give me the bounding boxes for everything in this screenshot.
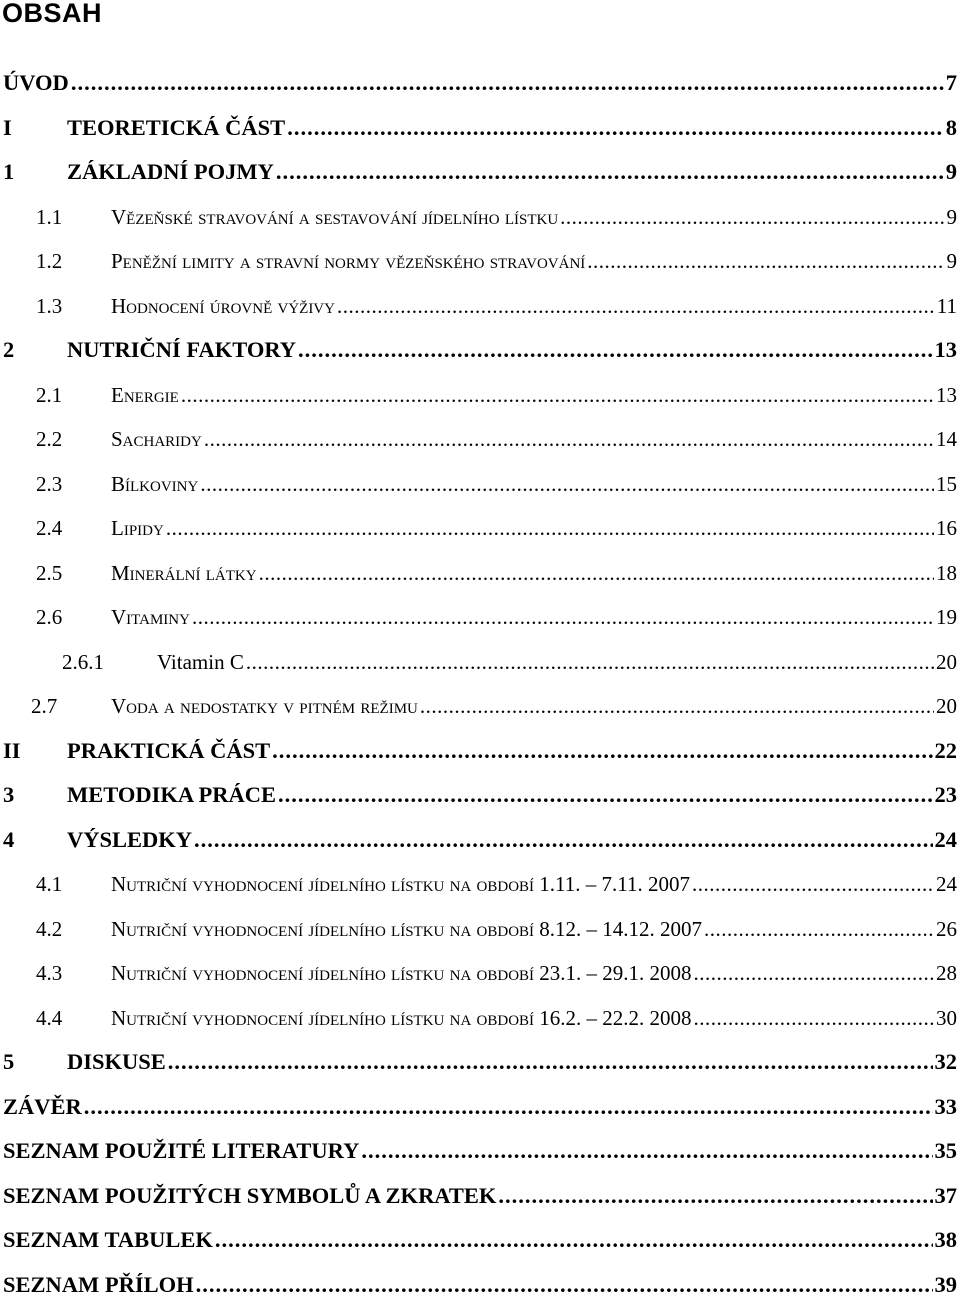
toc-leader-dots xyxy=(84,1092,933,1122)
toc-leader-dots xyxy=(498,1181,932,1211)
toc-entry-title: SEZNAM PŘÍLOH xyxy=(3,1271,194,1297)
toc-leader-dots xyxy=(694,958,934,988)
toc-leader-dots xyxy=(276,157,944,187)
toc-entry-number: 4 xyxy=(3,826,15,852)
toc-entry-title: Nutriční vyhodnocení jídelního lístku na období 1.11. – 7.11. 2007 xyxy=(111,872,690,896)
toc-leader-dots xyxy=(337,291,935,321)
toc-entry-page: 19 xyxy=(936,605,957,629)
toc-entry[interactable] xyxy=(3,335,957,365)
toc-entry-page: 33 xyxy=(934,1093,957,1119)
toc-entry-title: ÚVOD xyxy=(3,70,69,95)
toc-entry-title: SEZNAM POUŽITÝCH SYMBOLŮ A ZKRATEK xyxy=(3,1182,497,1208)
toc-leader-dots xyxy=(361,1136,932,1166)
toc-entry[interactable] xyxy=(36,424,957,454)
toc-entry-title: Minerální látky xyxy=(111,560,257,585)
toc-entry-number: 2 xyxy=(3,337,15,362)
toc-leader-dots xyxy=(194,825,932,855)
toc-leader-dots xyxy=(694,1003,934,1033)
toc-entry-number: 4.4 xyxy=(36,1005,63,1030)
toc-entry-title: SEZNAM TABULEK xyxy=(3,1227,213,1252)
toc-entry-page: 7 xyxy=(945,70,957,95)
toc-entry[interactable] xyxy=(36,869,957,899)
toc-entry[interactable] xyxy=(36,246,957,276)
toc-leader-dots xyxy=(298,335,932,365)
toc-entry-number: 5 xyxy=(3,1049,15,1074)
toc-entry-number: II xyxy=(3,737,21,763)
toc-entry-title: SEZNAM POUŽITÉ LITERATURY xyxy=(3,1138,360,1163)
toc-entry-title: Vitamin C xyxy=(157,649,244,674)
toc-leader-dots xyxy=(692,869,934,899)
toc-leader-dots xyxy=(71,68,944,98)
toc-entry-number: 2.2 xyxy=(36,427,63,451)
toc-entry-page: 32 xyxy=(934,1049,957,1074)
toc-leader-dots xyxy=(560,202,944,232)
toc-entry-title: ZÁKLADNÍ POJMY xyxy=(67,159,274,184)
toc-entry-page: 20 xyxy=(936,694,957,718)
toc-entry-page: 14 xyxy=(936,427,957,451)
toc-leader-dots xyxy=(278,780,933,810)
toc-entry-number: 1.3 xyxy=(36,293,63,318)
toc-entry-title: DISKUSE xyxy=(67,1049,166,1074)
toc-entry-page: 13 xyxy=(934,337,957,362)
toc-entry-title: Vitaminy xyxy=(111,605,190,629)
toc-entry-page: 30 xyxy=(936,1005,957,1030)
toc-entry-title: Nutriční vyhodnocení jídelního lístku na období 8.12. – 14.12. 2007 xyxy=(111,916,703,941)
toc-entry-page: 18 xyxy=(936,560,957,585)
toc-entry-page: 38 xyxy=(934,1227,957,1252)
toc-entry[interactable] xyxy=(3,113,957,143)
toc-entry-title: ZÁVĚR xyxy=(3,1093,82,1119)
toc-entry-title: Voda a nedostatky v pitném režimu xyxy=(111,694,418,718)
toc-entry-page: 26 xyxy=(936,916,957,941)
toc-entry-page: 15 xyxy=(936,471,957,496)
toc-entry-title: PRAKTICKÁ ČÁST xyxy=(67,737,271,763)
toc-entry[interactable] xyxy=(31,691,957,721)
toc-leader-dots xyxy=(166,513,934,543)
toc-entry-number: 2.1 xyxy=(36,382,63,407)
toc-entry[interactable] xyxy=(36,958,957,988)
toc-entry-title: NUTRIČNÍ FAKTORY xyxy=(67,337,297,362)
toc-entry[interactable] xyxy=(3,1270,957,1300)
toc-leader-dots xyxy=(200,469,934,499)
toc-entry[interactable] xyxy=(36,914,957,944)
toc-entry-page: 16 xyxy=(936,516,957,540)
toc-entry-title: Bílkoviny xyxy=(111,471,199,496)
toc-entry-page: 20 xyxy=(936,649,957,674)
toc-entry-number: 1.1 xyxy=(36,204,63,229)
toc-entry-number: 3 xyxy=(3,782,15,807)
toc-entry[interactable] xyxy=(3,68,957,98)
toc-entry-number: 1.2 xyxy=(36,249,63,273)
toc-entry-page: 9 xyxy=(946,249,957,273)
toc-entry[interactable] xyxy=(3,1181,957,1211)
toc-entry-page: 13 xyxy=(936,382,957,407)
toc-entry-page: 22 xyxy=(934,737,957,763)
toc-entry-number: 4.3 xyxy=(36,961,63,985)
toc-entry[interactable] xyxy=(3,736,957,766)
toc-entry-page: 9 xyxy=(946,204,957,229)
toc-entry-title: Nutriční vyhodnocení jídelního lístku na období 23.1. – 29.1. 2008 xyxy=(111,961,692,985)
toc-entry-page: 35 xyxy=(934,1138,957,1163)
toc-entry[interactable] xyxy=(3,157,957,187)
toc-leader-dots xyxy=(168,1047,933,1077)
toc-entry-page: 24 xyxy=(934,826,957,852)
toc-entry-title: Sacharidy xyxy=(111,427,202,451)
toc-entry-title: Energie xyxy=(111,382,179,407)
toc-leader-dots xyxy=(204,424,934,454)
toc-leader-dots xyxy=(181,380,934,410)
toc-entry-number: I xyxy=(3,114,12,140)
toc-entry[interactable] xyxy=(3,1225,957,1255)
toc-entry-page: 39 xyxy=(934,1271,957,1297)
toc-entry-title: Peněžní limity a stravní normy vězeňského stravování xyxy=(111,249,586,273)
toc-leader-dots xyxy=(196,1270,933,1300)
toc-entry[interactable] xyxy=(62,647,957,677)
toc-entry-page: 9 xyxy=(945,159,957,184)
toc-leader-dots xyxy=(246,647,934,677)
toc-entry-number: 2.6 xyxy=(36,605,63,629)
toc-entry-number: 4.2 xyxy=(36,916,63,941)
toc-entry[interactable] xyxy=(36,1003,957,1033)
toc-entry-title: Lipidy xyxy=(111,516,164,540)
toc-entry-page: 11 xyxy=(936,293,957,318)
toc-leader-dots xyxy=(704,914,934,944)
toc-leader-dots xyxy=(215,1225,933,1255)
toc-entry-page: 8 xyxy=(945,114,957,140)
toc-entry-number: 2.7 xyxy=(31,694,58,718)
toc-entry-number: 2.6.1 xyxy=(62,649,104,674)
toc-entry[interactable] xyxy=(3,1092,957,1122)
toc-entry-title: METODIKA PRÁCE xyxy=(67,782,276,807)
toc-entry-number: 2.3 xyxy=(36,471,63,496)
toc-entry-page: 28 xyxy=(936,961,957,985)
toc-entry[interactable] xyxy=(36,380,957,410)
toc-entry-title: Nutriční vyhodnocení jídelního lístku na období 16.2. – 22.2. 2008 xyxy=(111,1005,692,1030)
toc-entry[interactable] xyxy=(3,1136,957,1166)
toc-entry[interactable] xyxy=(3,780,957,810)
toc-entry[interactable] xyxy=(36,558,957,588)
toc-entry[interactable] xyxy=(36,202,957,232)
toc-entry-page: 37 xyxy=(934,1182,957,1208)
toc-leader-dots xyxy=(420,691,934,721)
toc-entry-title: Vězeňské stravování a sestavování jídelního lístku xyxy=(111,204,559,229)
toc-leader-dots xyxy=(287,113,944,143)
toc-entry-number: 2.5 xyxy=(36,560,63,585)
toc-entry[interactable] xyxy=(3,825,957,855)
toc-entry-number: 2.4 xyxy=(36,516,63,540)
toc-entry-page: 23 xyxy=(934,782,957,807)
toc-entry-number: 4.1 xyxy=(36,872,63,896)
toc-leader-dots xyxy=(259,558,934,588)
toc-entry-title: VÝSLEDKY xyxy=(67,826,193,852)
toc-entry[interactable] xyxy=(36,291,957,321)
toc-entry[interactable] xyxy=(36,602,957,632)
toc-leader-dots xyxy=(272,736,932,766)
toc-entry-title: TEORETICKÁ ČÁST xyxy=(67,114,286,140)
toc-entry-number: 1 xyxy=(3,159,15,184)
toc-entry-title: Hodnocení úrovně výživy xyxy=(111,293,335,318)
toc-leader-dots xyxy=(192,602,934,632)
toc-entry[interactable] xyxy=(3,1047,957,1077)
toc-entry-page: 24 xyxy=(936,872,957,896)
page-title: OBSAH xyxy=(2,0,103,28)
toc-entry[interactable] xyxy=(36,513,957,543)
toc-entry[interactable] xyxy=(36,469,957,499)
toc-leader-dots xyxy=(587,246,944,276)
